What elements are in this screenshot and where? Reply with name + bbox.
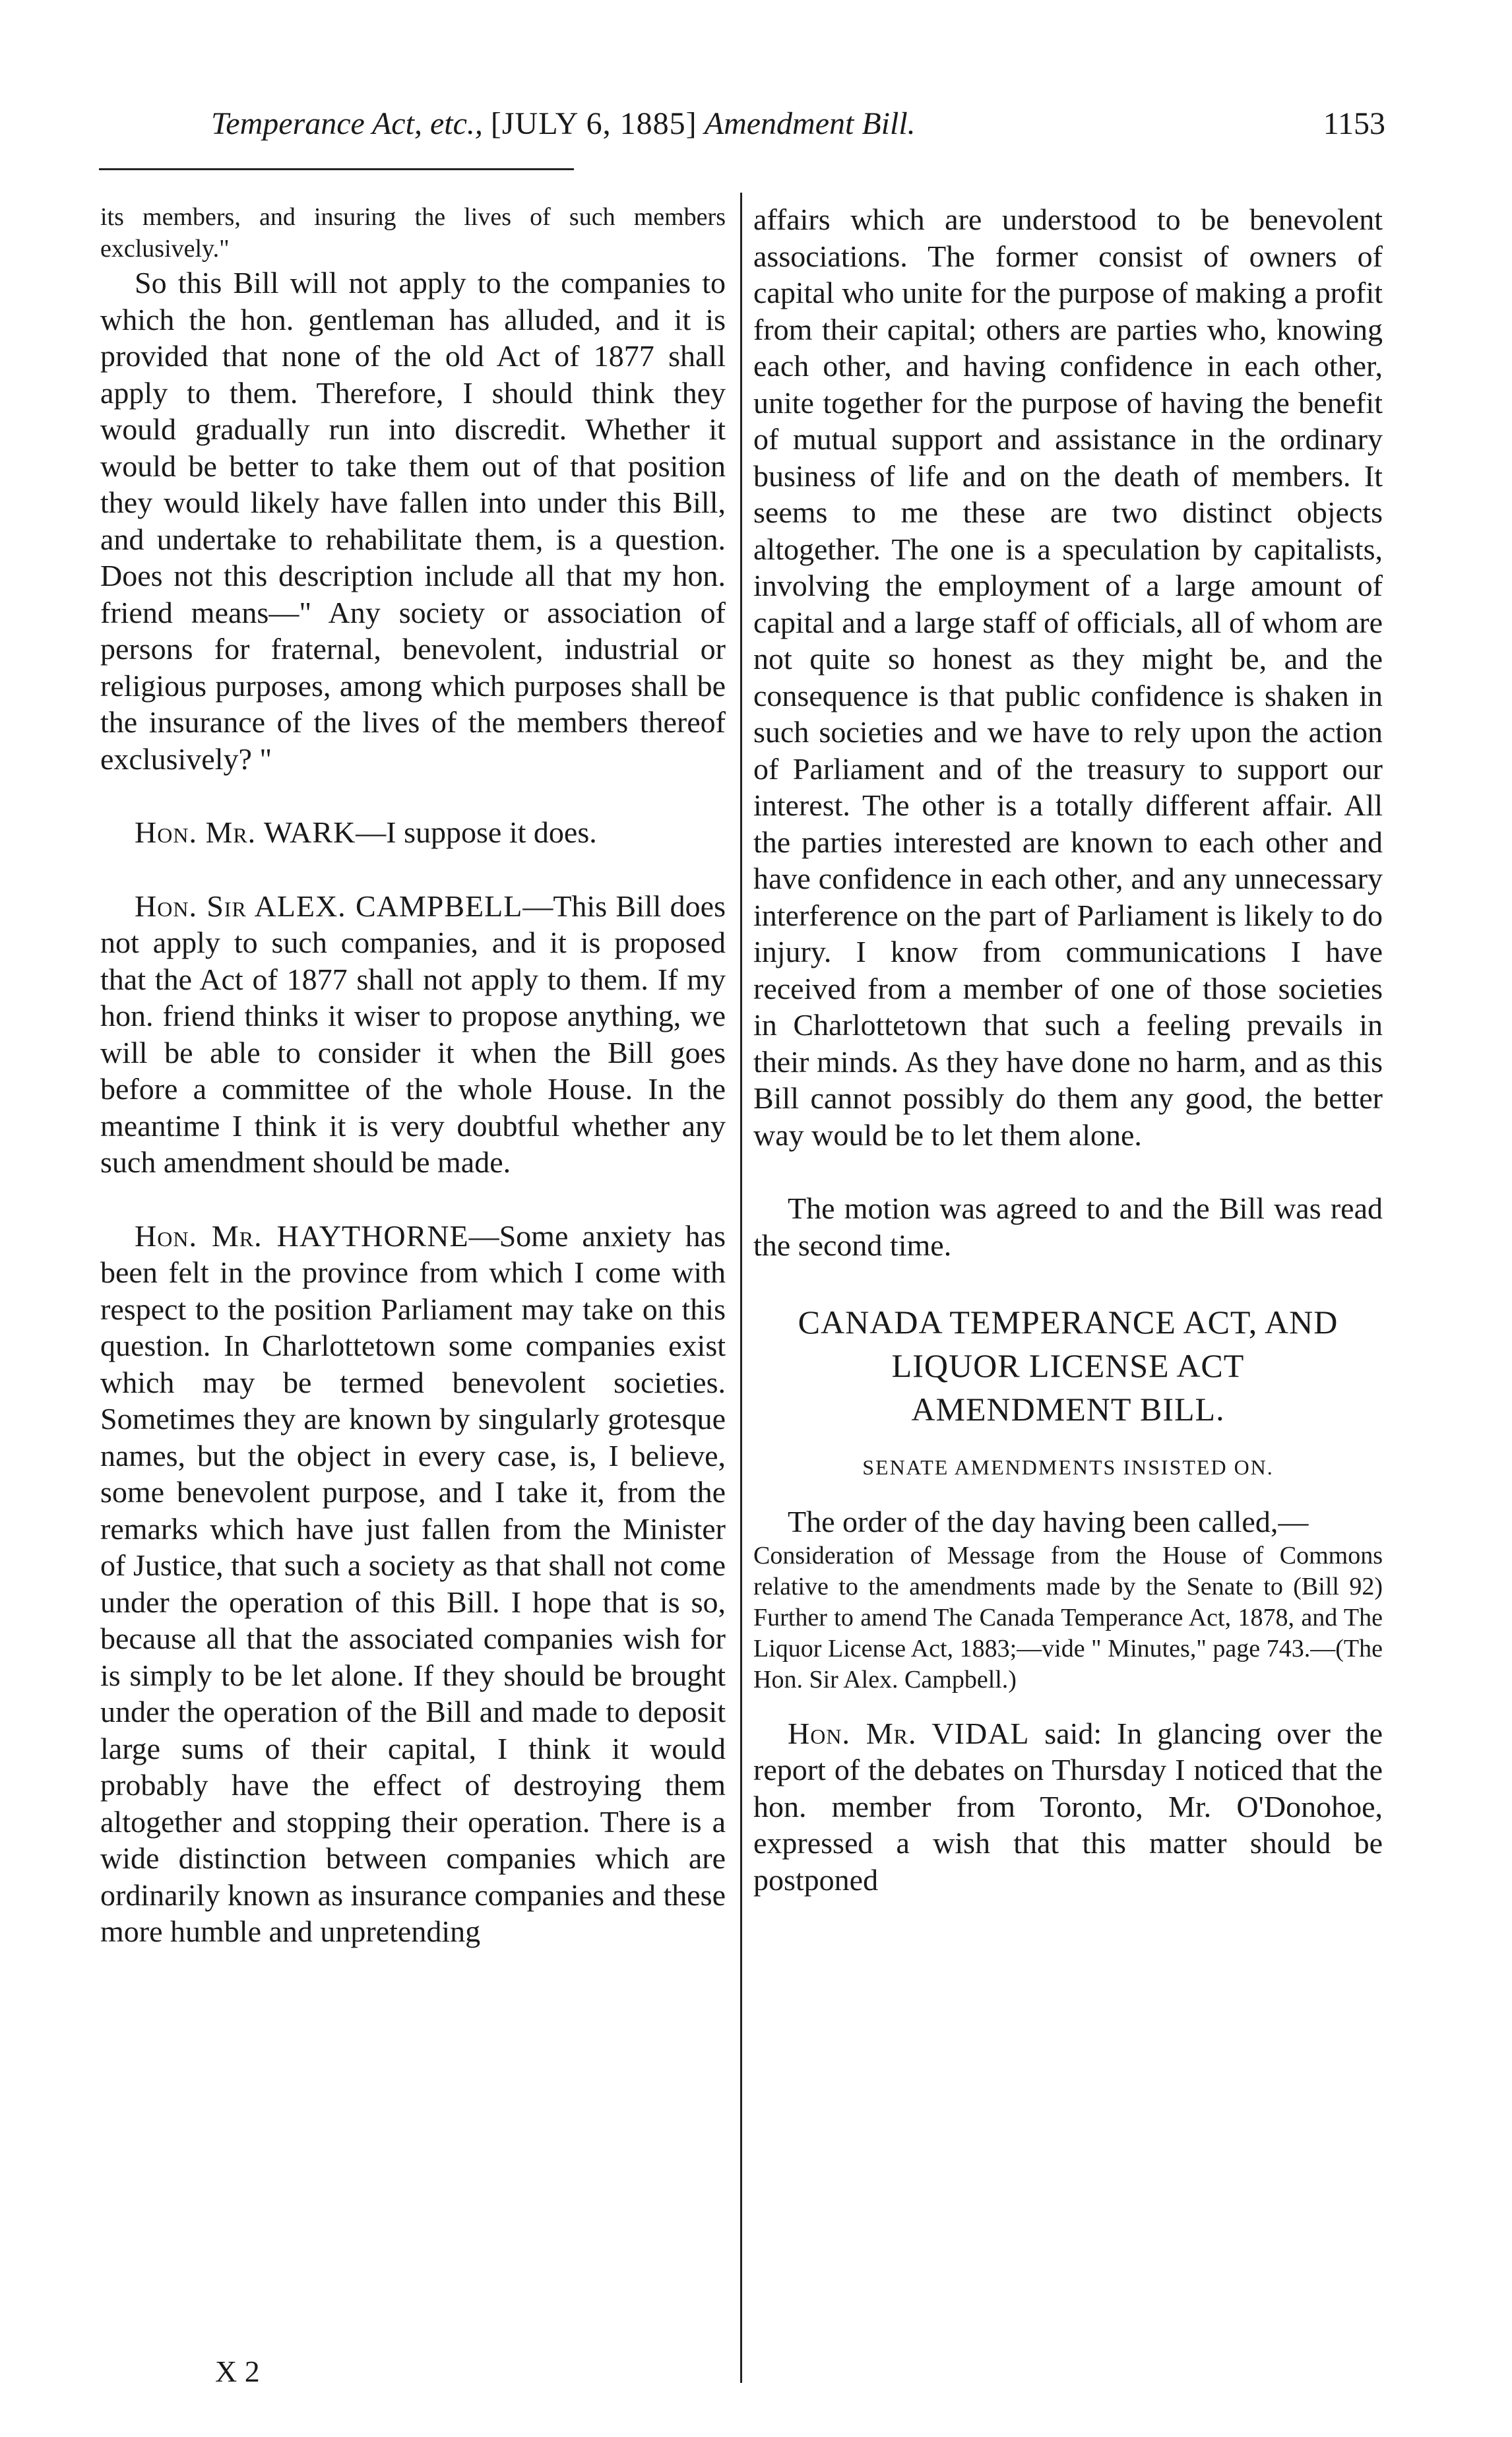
speaker-name: Hon. Sir ALEX. CAMPBELL (135, 889, 523, 923)
paragraph: affairs which are understood to be benevolent associations. The former consist of owners of capital who unite for the purpose of making a profit from their capital; others are parties who, knowing each other, and having confidence in each other, unite together for the purpose of having the benefit of mutual support and assistance in the ordinary business of life and on the death of members. It seems to me these are two distinct objects altogether. The one is a speculation by capitalists, involving the employment of a large amount of capital and a large staff of officials, all of whom are not quite so honest as they might be, and the consequence is that public confidence is shaken in such societies and we have to rely upon the action of Parliament and of the treasury to support our interest. The other is a totally different affair. All the parties interested are known to each other and have confidence in each other, and any unnecessary interference on the part of Parliament is likely to do injury. I know from communications I have received from a member of one of those societies in Charlottetown that such a feeling prevails in their minds. As they have done no harm, and as this Bill cannot possibly do them any good, the better way would be to let them alone. (753, 203, 1383, 1152)
spacer (100, 851, 726, 888)
paragraph: The motion was agreed to and the Bill was read the second time. (753, 1191, 1383, 1262)
spacer (753, 1484, 1383, 1503)
paragraph: its members, and insuring the lives of such members exclusively." (100, 203, 726, 263)
order-of-day-text: Consideration of Message from the House of Commons relative to the amendments made by the Senate to (Bill 92) Further to amend The Canada Temperance Act, 1878, and The Liquor License Act, 1883;—vide " Minutes," page 743.—(The Hon. Sir Alex. Campbell.) (753, 1541, 1383, 1693)
heading-line: CANADA TEMPERANCE ACT, AND (798, 1304, 1339, 1341)
paragraph: The order of the day having been called,— (788, 1505, 1309, 1538)
right-column (753, 201, 1383, 1898)
speech-text: said: In glancing over the report of the debates on Thursday I noticed that the hon. member from Toronto, Mr. O'Donohoe, expressed a wish that this matter should be postponed (753, 1716, 1383, 1897)
spacer (753, 1263, 1383, 1300)
spacer (753, 1153, 1383, 1190)
speech-text: —This Bill does not apply to such companies, and it is proposed that the Act of 1877 shall not apply to them. If my hon. friend thinks it wiser to propose anything, we will be able to consider it when the Bill goes before a committee of the whole House. In the meantime I think it is very doubtful whether any such amendment should be made. (100, 889, 726, 1179)
page-header (211, 98, 1399, 150)
heading-line: LIQUOR LICENSE ACT (891, 1347, 1245, 1384)
spacer (753, 1431, 1383, 1451)
speech-text: —Some anxiety has been felt in the province from which I come with respect to the position Parliament may take on this question. In Charlottetown some companies exist which may be termed benevolent societies. Sometimes they are known by singularly grotesque names, but the object in every case, is, I believe, some benevolent purpose, and I take it, from the remarks which have just fallen from the Minister of Justice, that such a society as that shall not come under the operation of this Bill. I hope that is so, because all that the associated companies wish for is simply to be let alone. If they should be brought under the operation of the Bill and made to deposit large sums of their capital, I think it would probably have the effect of destroying them altogether and stopping their operation. There is a wide distinction between companies which are ordinarily known as insurance companies and these more humble and unpretending (100, 1218, 726, 1948)
paragraph (100, 1218, 726, 1950)
spacer (100, 1181, 726, 1218)
speaker-name: Hon. Mr. WARK (135, 815, 356, 849)
speaker-name: Hon. Mr. HAYTHORNE (135, 1218, 469, 1253)
heading-line: AMENDMENT BILL. (911, 1391, 1225, 1428)
paragraph (100, 888, 726, 1181)
header-title: Temperance Act, etc., (211, 106, 483, 141)
signature-mark: X 2 (215, 2355, 260, 2388)
page-number: 1153 (1323, 106, 1385, 141)
left-column (100, 201, 726, 1950)
section-subheading: SENATE AMENDMENTS INSISTED ON. (862, 1455, 1274, 1479)
header-rule (99, 168, 574, 170)
column-divider (740, 193, 742, 2383)
speech-text: —I suppose it does. (356, 815, 597, 849)
spacer (753, 1695, 1383, 1715)
speaker-name: Hon. Mr. VIDAL (788, 1716, 1030, 1750)
paragraph (753, 1715, 1383, 1899)
section-heading (753, 1300, 1383, 1431)
header-date: [JULY 6, 1885] (490, 106, 697, 141)
header-subtitle: Amendment Bill. (704, 106, 916, 141)
running-title (211, 98, 916, 150)
spacer (100, 777, 726, 814)
paragraph: So this Bill will not apply to the companies to which the hon. gentleman has alluded, and it is provided that none of the old Act of 1877 shall apply to them. Therefore, I should think they would gradually run into discredit. Whether it would be better to take them out of that position they would likely have fallen into under this Bill, and undertake to rehabilitate them, is a question. Does not this description include all that my hon. friend means—" Any society or association of persons for fraternal, benevolent, industrial or religious purposes, among which purposes shall be the insurance of the lives of the members thereof exclusively? " (100, 266, 726, 776)
paragraph (100, 814, 726, 851)
